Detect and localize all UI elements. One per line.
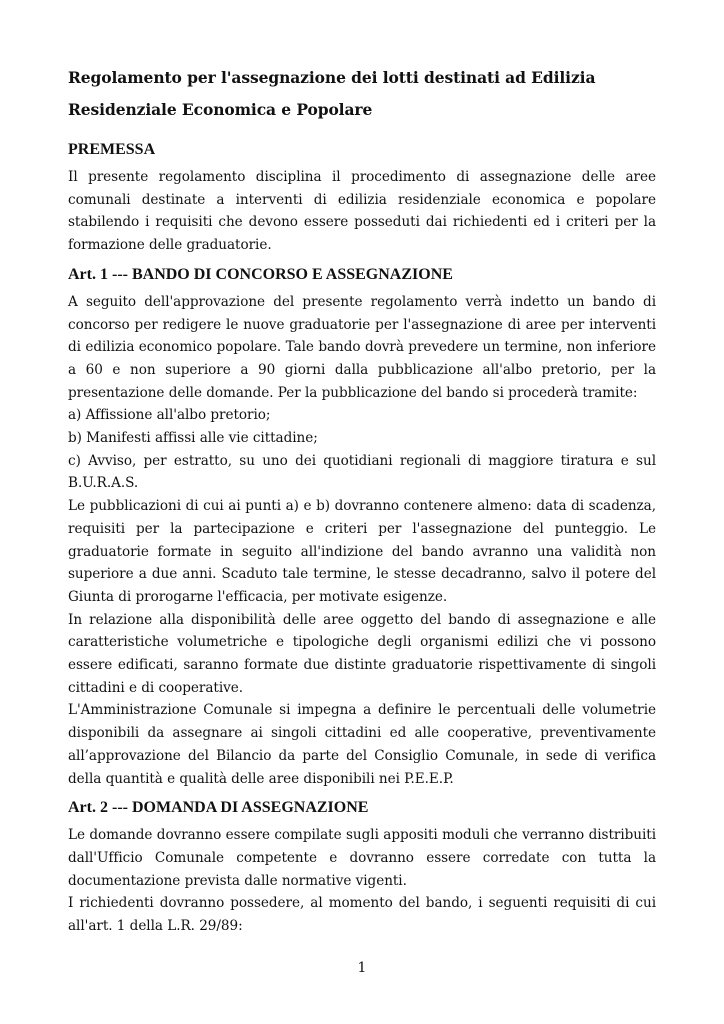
art2-heading: Art. 2 --- DOMANDA DI ASSEGNAZIONE <box>68 799 369 817</box>
art1-paragraph: L'Amministrazione Comunale si impegna a definire le percentuali delle volumetrie disponibili da assegnare ai singoli cittadini ed alle cooperative, preventivamente all’approvazione del Bilancio da parte del Consiglio Comunale, in sede di verifica della quantità e qualità delle aree disponibili nei P.E.E.P. <box>68 702 656 787</box>
art1-list-item-a: a) Affissione all'albo pretorio; <box>68 407 271 424</box>
art2-paragraph: I richiedenti dovranno possedere, al momento del bando, i seguenti requisiti di cui all'art. 1 della L.R. 29/89: <box>68 895 656 935</box>
premessa-heading: PREMESSA <box>68 141 156 158</box>
page-number: 1 <box>357 960 367 976</box>
art1-paragraph: A seguito dell'approvazione del presente regolamento verrà indetto un bando di concorso per redigere le nuove graduatorie per l'assegnazione di aree per interventi di edilizia economico popolare. Tale bando dovrà prevedere un termine, non inferiore a 60 e non superiore a 90 giorni dalla pubblicazione all'albo pretorio, per la presentazione delle domande. Per la pubblicazione del bando si procederà tramite: <box>68 293 656 401</box>
art1-heading: Art. 1 --- BANDO DI CONCORSO E ASSEGNAZIONE <box>68 265 453 283</box>
art1-list-item-b: b) Manifesti affissi alle vie cittadine; <box>68 430 318 447</box>
document-title: Regolamento per l'assegnazione dei lotti destinati ad Edilizia Residenziale Economica e Popolare <box>68 68 596 119</box>
art2-paragraph: Le domande dovranno essere compilate sugli appositi moduli che verranno distribuiti dall'Ufficio Comunale competente e dovranno essere corredate con tutta la documentazione prevista dalle normative vigenti. <box>68 827 656 889</box>
art1-paragraph: Le pubblicazioni di cui ai punti a) e b) dovranno contenere almeno: data di scadenza, requisiti per la partecipazione e criteri per l'assegnazione del punteggio. Le graduatorie formate in seguito all'indizione del bando avranno una validità non superiore a due anni. Scaduto tale termine, le stesse decadranno, salvo il potere del Giunta di prorogarne l'efficacia, per motivate esigenze. <box>68 498 656 605</box>
art1-list-item-c: c) Avviso, per estratto, su uno dei quotidiani regionali di maggiore tiratura e sul B.U.R.A.S. <box>68 452 656 492</box>
art1-paragraph: In relazione alla disponibilità delle aree oggetto del bando di assegnazione e alle caratteristiche volumetriche e tipologiche degli organismi edilizi che vi possono essere edificati, saranno formate due distinte graduatorie rispettivamente di singoli cittadini e di cooperative. <box>68 611 656 696</box>
premessa-text: Il presente regolamento disciplina il procedimento di assegnazione delle aree comunali destinate a interventi di edilizia residenziale economica e popolare stabilendo i requisiti che devono essere posseduti dai richiedenti ed i criteri per la formazione delle graduatorie. <box>68 169 656 254</box>
